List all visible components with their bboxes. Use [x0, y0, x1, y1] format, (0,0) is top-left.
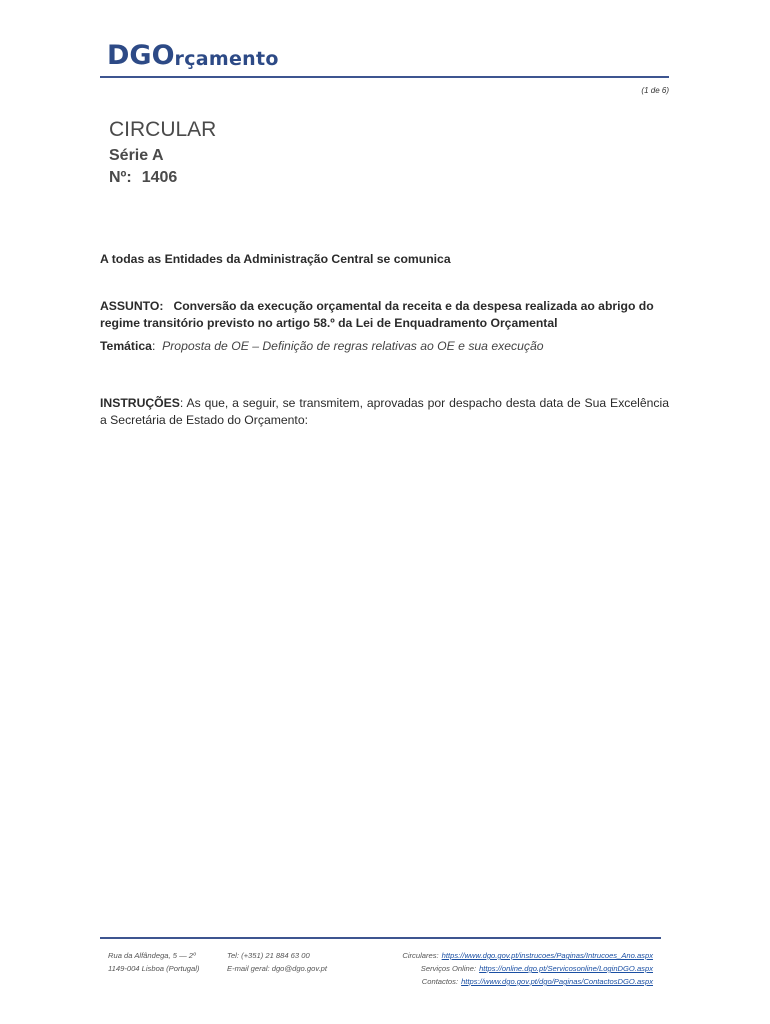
instrucoes-label: INSTRUÇÕES [100, 396, 180, 410]
footer-link-row [402, 962, 653, 975]
tematica-label: Temática [100, 339, 152, 353]
assunto-paragraph [100, 298, 669, 332]
address-line-2: 1149-004 Lisboa (Portugal) [108, 964, 200, 973]
dgo-orcamento-logo [107, 38, 279, 70]
address-line-1: Rua da Alfândega, 5 — 2º [108, 951, 196, 960]
instrucoes-text: : As que, a seguir, se transmitem, aprovadas por despacho desta data de Sua Excelência a Secretária de Estado do Orçamento: [100, 396, 669, 427]
circulares-label: Circulares: [402, 951, 439, 960]
serie-label: Série A [109, 147, 164, 164]
footer-link-row [402, 949, 653, 962]
page-indicator: (1 de 6) [641, 86, 669, 95]
footer-contact [227, 949, 327, 975]
assunto-text: Conversão da execução orçamental da receita e da despesa realizada ao abrigo do regime transitório previsto no artigo 58.º da Lei de Enquadramento Orçamental [100, 299, 654, 330]
assunto-label: ASSUNTO: [100, 299, 164, 313]
footer-address [108, 949, 199, 975]
servicos-online-link[interactable]: https://online.dgo.pt/Servicosonline/LoginDGO.aspx [479, 964, 653, 973]
logo-orcamento-text: rçamento [174, 48, 279, 70]
contactos-link[interactable]: https://www.dgo.gov.pt/dgo/Paginas/ContactosDGO.aspx [461, 977, 653, 986]
circular-number [109, 167, 216, 189]
tematica-separator: : [151, 339, 156, 353]
footer-links [402, 949, 653, 988]
tematica-text: Proposta de OE – Definição de regras relativas ao OE e sua execução [162, 339, 544, 353]
circulares-link[interactable]: https://www.dgo.gov.pt/instrucoes/Paginas/Intrucoes_Ano.aspx [441, 951, 653, 960]
tematica-paragraph [100, 338, 669, 355]
addressee-line: A todas as Entidades da Administração Central se comunica [100, 252, 451, 266]
instrucoes-paragraph [100, 395, 669, 429]
circular-heading: CIRCULAR [109, 118, 217, 141]
contactos-label: Contactos: [421, 977, 459, 986]
telephone: Tel: (+351) 21 884 63 00 [227, 951, 310, 960]
footer-divider [100, 937, 661, 939]
header-divider [100, 76, 669, 78]
number-value: 1406 [141, 169, 178, 186]
footer-link-row [402, 975, 653, 988]
servicos-online-label: Serviços Online: [420, 964, 477, 973]
number-label: Nº: [109, 169, 132, 186]
logo-dgo-text: DGO [107, 40, 175, 71]
circular-title-block [109, 117, 216, 189]
email: E-mail geral: dgo@dgo.gov.pt [227, 964, 328, 973]
